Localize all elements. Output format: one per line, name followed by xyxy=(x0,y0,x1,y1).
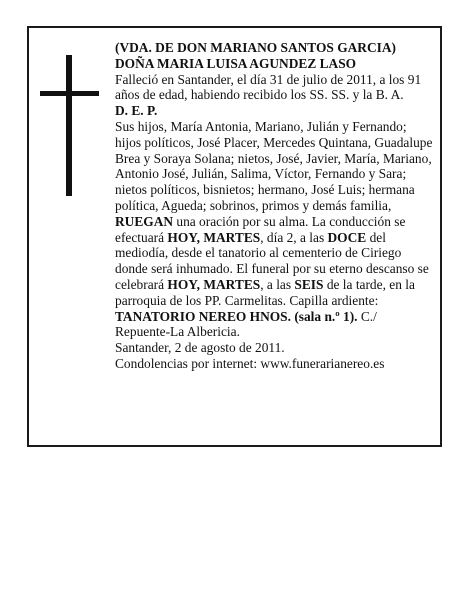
hoy-martes-2: HOY, MARTES xyxy=(167,276,261,292)
death-text: Falleció en Santander, el día 31 de julio de 2011, a los 91 años de edad, habiendo recibido los SS. SS. y la B. A. xyxy=(115,71,422,103)
day-text: , día 2, a las xyxy=(260,229,328,245)
prayer-text: una oración por su alma. La conducción se efectuará xyxy=(115,213,406,245)
obituary-notice xyxy=(27,26,442,447)
doce-label: DOCE xyxy=(327,229,367,245)
address-text: C./ Repuente-La Albericia. xyxy=(115,308,377,340)
service-paragraph xyxy=(115,214,435,340)
cross-icon xyxy=(40,55,99,196)
seis-label: SEIS xyxy=(294,276,324,292)
date-line: Santander, 2 de agosto de 2011. xyxy=(115,340,285,356)
tanatorio-label: TANATORIO NEREO HNOS. (sala n.º 1). xyxy=(115,308,358,324)
family-text: Sus hijos, María Antonia, Mariano, Julián y Fernando; hijos políticos, José Placer, Mercedes Quintana, Guadalupe Brea y Soraya Solana; nietos, José, Javier, María, Mariano, Antonio José, Julián, Salima, Víctor, Fernando y Sara; nietos políticos, bisnietos; hermano, José Luis; hermana política, Agueda; sobrinos, primos y demás familia, xyxy=(115,118,433,213)
conduction-text: del mediodía, desde el tanatorio al cementerio de Ciriego donde será inhumado. El funeral por su eterno descanso se celebrará xyxy=(115,229,429,292)
dep-line: D. E. P. xyxy=(115,103,158,119)
widow-line: (VDA. DE DON MARIANO SANTOS GARCIA) xyxy=(115,40,396,55)
deceased-name: DOÑA MARIA LUISA AGUNDEZ LASO xyxy=(115,55,357,71)
condolences-line: Condolencias por internet: www.funerarianereo.es xyxy=(115,355,385,371)
ruegan-label: RUEGAN xyxy=(115,213,174,229)
hoy-martes-1: HOY, MARTES xyxy=(167,229,261,245)
funeral-text: de la tarde, en la parroquia de los PP. Carmelitas. Capilla ardiente: xyxy=(115,276,415,308)
obituary-text xyxy=(115,40,435,372)
at-the-text: , a las xyxy=(260,276,295,292)
